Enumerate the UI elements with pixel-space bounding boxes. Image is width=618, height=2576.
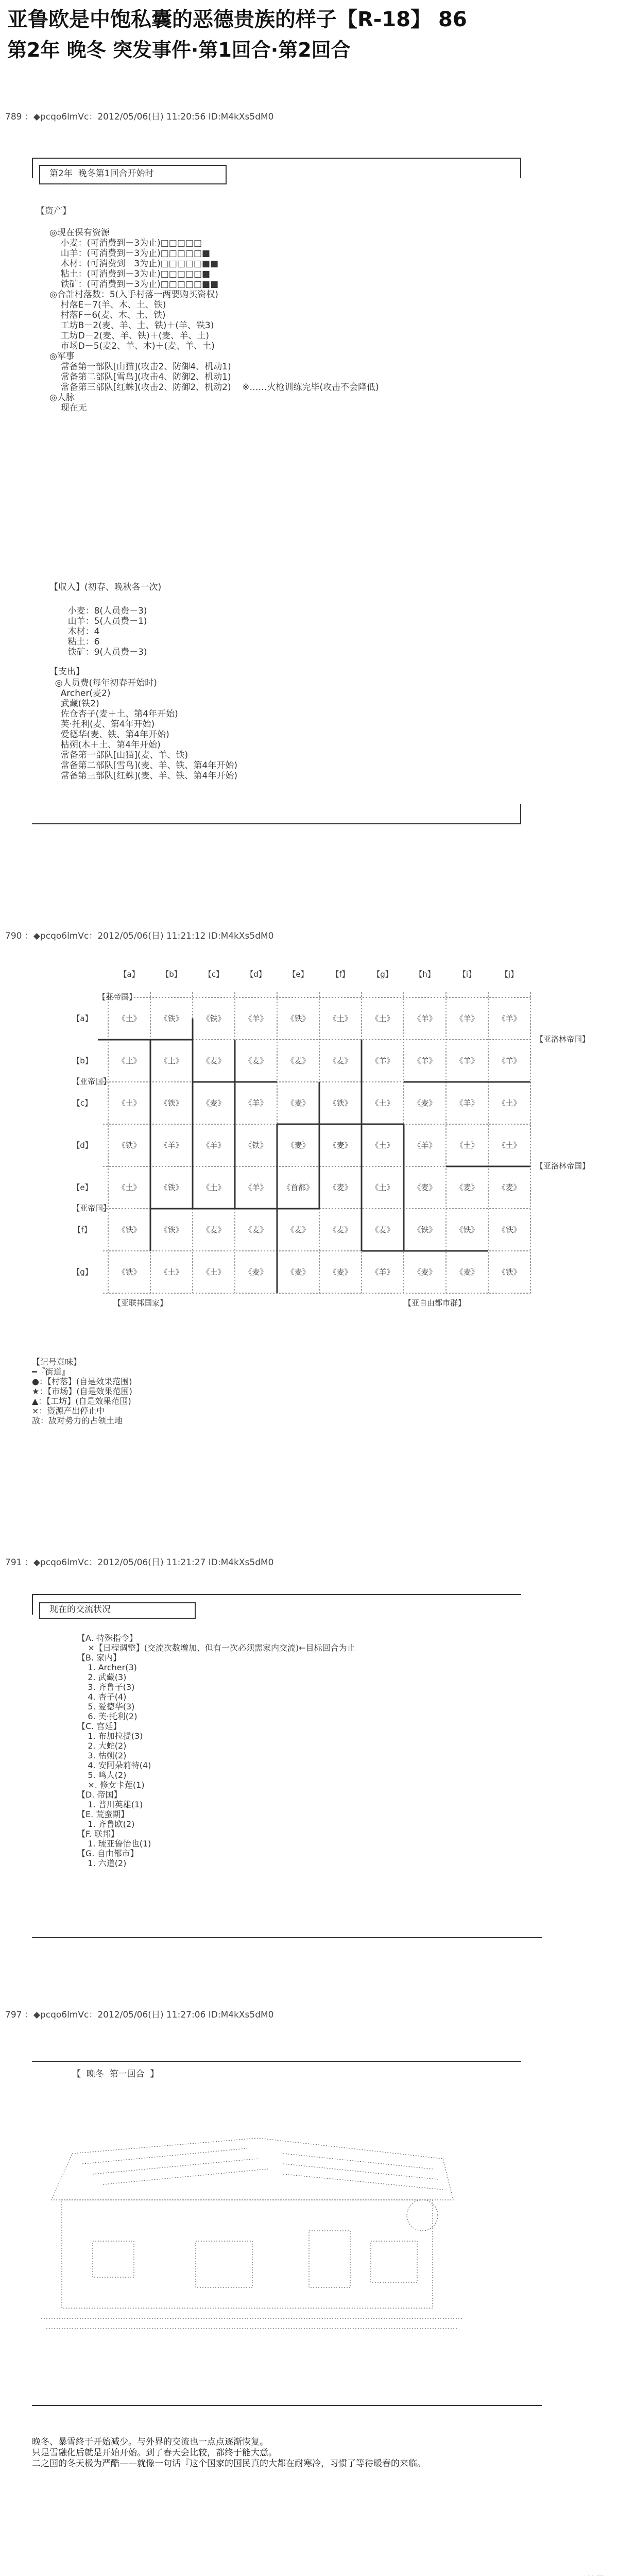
divider: [32, 1937, 542, 1938]
map-cell: 《麦》: [286, 1267, 310, 1277]
list-item: 山羊：(可消费到－3为止)□□□□□■: [49, 248, 211, 259]
list-item: 6. 芙·托利(2): [77, 1711, 138, 1721]
map-col-header: 【e】: [288, 970, 308, 979]
map-legend: [32, 1357, 132, 1426]
post-header: 789 ：◆pcqo6lmVc：2012/05/06(日) 11:20:56 ID:M4kXs5dM0: [5, 112, 274, 122]
map-cell: 《羊》: [244, 1183, 268, 1192]
ascii-art-house: [41, 2123, 464, 2339]
map-cell: 《麦》: [286, 1056, 310, 1065]
map-cell: 《羊》: [202, 1141, 226, 1150]
map-cell: 《麦》: [329, 1183, 352, 1192]
region-label: 【亚帝国】: [98, 992, 137, 1002]
legend-item: ━『街道』: [32, 1367, 70, 1377]
map-cell: 《麦》: [286, 1141, 310, 1150]
map-row-header: 【d】: [72, 1141, 93, 1150]
list-item: 芙·托利(麦、第4年开始): [49, 719, 155, 730]
map-cell: 《麦》: [329, 1141, 352, 1150]
list-item: 武藏(铁2): [49, 699, 99, 709]
list-item: 1. 普川英雄(1): [77, 1800, 143, 1809]
watermark: [582, 2574, 611, 2576]
legend-item: 【记号意味】: [32, 1357, 82, 1367]
resource-map: [67, 967, 590, 1337]
list-item: 【B. 家内】: [77, 1653, 122, 1663]
map-col-header: 【d】: [246, 970, 266, 979]
narration: [32, 2437, 426, 2469]
divider: [520, 158, 521, 178]
map-cell: 《麦》: [497, 1183, 521, 1192]
map-cell: 《麦》: [286, 1225, 310, 1234]
list-item: 工坊D－2(麦、羊、铁)＋(麦、羊、土): [49, 331, 210, 341]
map-cell: 《土》: [371, 1098, 394, 1108]
list-item: 铁矿：(可消费到－3为止)□□□□□■■: [49, 279, 219, 290]
map-row-header: 【e】: [72, 1183, 93, 1192]
map-cell: 《羊》: [160, 1141, 183, 1150]
map-col-header: 【c】: [203, 970, 224, 979]
region-label: 【亚联邦国家】: [113, 1298, 168, 1308]
map-cell: 《铁》: [117, 1141, 141, 1150]
map-cell: 《麦》: [244, 1225, 268, 1234]
divider: [32, 2061, 521, 2062]
map-cell: 《羊》: [371, 1267, 394, 1277]
list-item: 村落F－6(麦、木、土、铁): [49, 310, 166, 320]
list-item: 工坊B－2(麦、羊、土、铁)＋(羊、铁3): [49, 320, 214, 331]
list-item: 市场D－5(麦2、羊、木)＋(麦、羊、土): [49, 341, 215, 351]
list-item: 粘土：6: [57, 637, 100, 647]
map-row-header: 【a】: [72, 1014, 93, 1023]
map-cell: 《土》: [160, 1056, 183, 1065]
region-label: 【亚自由都市群】: [404, 1298, 466, 1308]
map-cell: 《麦》: [455, 1267, 479, 1277]
list-item: 【F. 联邦】: [77, 1829, 119, 1839]
map-col-header: 【g】: [372, 970, 393, 979]
map-col-header: 【b】: [161, 970, 182, 979]
map-cell: 《羊》: [244, 1014, 268, 1023]
list-item: 5. 爱德华(3): [77, 1702, 135, 1711]
map-cell: 《铁》: [160, 1014, 183, 1023]
map-col-header: 【f】: [331, 970, 350, 979]
map-col-header: 【j】: [500, 970, 519, 979]
map-cell: 《麦》: [202, 1098, 226, 1108]
legend-item: ×：资源产出停止中: [32, 1406, 105, 1416]
map-cell: 《土》: [117, 1098, 141, 1108]
post-header: 790 ：◆pcqo6lmVc：2012/05/06(日) 11:21:12 ID:M4kXs5dM0: [5, 931, 274, 941]
list-item: 4. 安阿朵莉特(4): [77, 1760, 151, 1770]
region-label: 【亚帝国】: [72, 1204, 111, 1213]
map-cell: 《铁》: [117, 1267, 141, 1277]
map-cell: 《土》: [202, 1183, 226, 1192]
map-cell: 《铁》: [160, 1183, 183, 1192]
divider: [32, 1594, 33, 1615]
expense-list: [49, 678, 237, 781]
map-cell: 《麦》: [455, 1183, 479, 1192]
list-item: 常备第三部队[红蛛](麦、羊、铁、第4年开始): [49, 771, 237, 781]
list-item: 枯朔(木＋土、第4年开始): [49, 740, 161, 750]
map-cell: 《麦》: [202, 1056, 226, 1065]
map-cell: 《铁》: [117, 1225, 141, 1234]
map-cell: 《铁》: [160, 1225, 183, 1234]
map-cell: 《麦》: [413, 1098, 437, 1108]
list-item: 3. 齐鲁子(3): [77, 1682, 135, 1692]
map-cell: 《土》: [117, 1056, 141, 1065]
map-cell: 《麦》: [371, 1225, 394, 1234]
post-header: 797 ：◆pcqo6lmVc：2012/05/06(日) 11:27:06 ID:M4kXs5dM0: [5, 2010, 274, 2020]
list-item: 小麦：(可消费到－3为止)□□□□□: [49, 238, 202, 248]
map-grid: [67, 967, 590, 1337]
map-cell: 《羊》: [497, 1014, 521, 1023]
map-cell: 《麦》: [286, 1098, 310, 1108]
map-row-header: 【c】: [72, 1098, 93, 1108]
map-cell: 《羊》: [413, 1014, 437, 1023]
map-row-header: 【f】: [73, 1225, 92, 1234]
map-cell: 《羊》: [413, 1141, 437, 1150]
list-item: 1. 布加拉提(3): [77, 1731, 143, 1741]
box-title: 第2年 晚冬第1回合开始时: [49, 168, 154, 179]
region-label: 【亚洛林帝国】: [536, 1161, 590, 1171]
map-col-header: 【a】: [119, 970, 140, 979]
list-item: 小麦：8(人员费－3): [57, 606, 147, 616]
map-cell: 《麦》: [413, 1267, 437, 1277]
list-item: 4. 杏子(4): [77, 1692, 127, 1702]
list-item: 常备第二部队[雪鸟](攻击4、防御2、机动1): [49, 372, 231, 382]
map-cell: 《土》: [160, 1267, 183, 1277]
list-item: 【C. 宫廷】: [77, 1721, 122, 1731]
map-cell: 《羊》: [455, 1098, 479, 1108]
list-item: 木材：(可消费到－3为止)□□□□□■■: [49, 259, 219, 269]
map-cell: 《麦》: [244, 1056, 268, 1065]
map-cell: 《羊》: [497, 1056, 521, 1065]
list-item: 粘土：(可消费到－3为止)□□□□□■: [49, 269, 211, 279]
map-cell: 《羊》: [455, 1056, 479, 1065]
box-title: 现在的交流状况: [49, 1604, 111, 1615]
map-cell: 《土》: [455, 1141, 479, 1150]
section-heading: 【资产】: [36, 206, 71, 216]
legend-item: ★：【市场】(自是效果范围): [32, 1386, 132, 1396]
map-cell: 《铁》: [329, 1098, 352, 1108]
list-item: 1. 齐鲁欧(2): [77, 1819, 135, 1829]
map-cell: 《麦》: [329, 1267, 352, 1277]
caption-line: 晚冬、暴雪終于开始减少。与外界的交流也一点点逐渐恢复。: [32, 2437, 268, 2447]
map-cell: 《土》: [497, 1098, 521, 1108]
map-cell: 《土》: [371, 1183, 394, 1192]
list-item: ×. 修女卡莲(1): [77, 1780, 145, 1790]
divider: [32, 158, 521, 159]
list-item: 【D. 帝国】: [77, 1790, 122, 1800]
region-label: 【亚帝国】: [72, 1077, 111, 1086]
list-item: 【G. 自由都市】: [77, 1849, 139, 1858]
list-item: 3. 枯朔(2): [77, 1751, 127, 1760]
list-item: ◎合計村落数：5(入手村落一两要购买资权): [49, 290, 218, 300]
map-cell: 《羊》: [371, 1056, 394, 1065]
list-item: 佐仓杏子(麦＋土、第4年开始): [49, 709, 178, 719]
map-cell: 《土》: [117, 1183, 141, 1192]
list-item: 山羊：5(人员费－1): [57, 616, 147, 626]
list-item: 【E. 荒蛮期】: [77, 1809, 129, 1819]
list-item: 2. 大蛇(2): [77, 1741, 127, 1751]
list-item: 常备第二部队[雪鸟](麦、羊、铁、第4年开始): [49, 760, 237, 771]
post-header: 791 ：◆pcqo6lmVc：2012/05/06(日) 11:21:27 ID:M4kXs5dM0: [5, 1557, 274, 1568]
list-item: 铁矿：9(人员费－3): [57, 647, 147, 657]
list-item: ◎军事: [49, 351, 75, 362]
list-item: 5. 鸣人(2): [77, 1770, 127, 1780]
map-cell: 《首都》: [282, 1183, 314, 1192]
income-list: [57, 606, 147, 657]
caption-line: 只是雪融化后就是开始开始。到了春天会比较，都终于能大意。: [32, 2448, 277, 2458]
list-item: 【A. 特殊指令】: [77, 1633, 138, 1643]
section-heading: 【収入】(初春、晚秋各一次): [49, 582, 162, 592]
map-cell: 《铁》: [244, 1141, 268, 1150]
map-cell: 《铁》: [202, 1014, 226, 1023]
map-cell: 《羊》: [455, 1014, 479, 1023]
section-heading: 【支出】: [49, 667, 84, 677]
list-item: 现在无: [49, 403, 87, 413]
list-item: ◎现在保有资源: [49, 228, 110, 238]
list-item: 常备第一部队[山猫](攻击2、防御4、机动1): [49, 362, 231, 372]
list-item: 2. 武藏(3): [77, 1672, 127, 1682]
list-item: 常备第三部队[红蛛](攻击2、防御2、机动2) ※……火枪训练完毕(攻击不会降低): [49, 382, 379, 393]
legend-item: ▲：【工坊】(自是效果范围): [32, 1396, 131, 1406]
map-cell: 《土》: [371, 1141, 394, 1150]
map-cell: 《麦》: [244, 1267, 268, 1277]
house-illustration: [41, 2123, 464, 2339]
region-label: 【亚洛林帝国】: [536, 1035, 590, 1044]
map-cell: 《铁》: [497, 1267, 521, 1277]
page-subtitle: 第2年 晚冬 突发事件·第1回合·第2回合: [7, 39, 351, 61]
legend-item: ●：【村落】(自是效果范围): [32, 1377, 132, 1386]
page-title: 亚鲁欧是中饱私囊的恶德贵族的样子【R-18】 86: [7, 8, 467, 31]
divider: [32, 2405, 542, 2406]
map-col-header: 【i】: [458, 970, 476, 979]
map-cell: 《土》: [117, 1014, 141, 1023]
list-item: ×【日程调整】(交流次数增加、但有一次必须需家内交流)←目标回合为止: [77, 1643, 355, 1653]
list-item: 1. 琉亚鲁怡也(1): [77, 1839, 151, 1849]
map-cell: 《麦》: [202, 1225, 226, 1234]
map-cell: 《铁》: [160, 1098, 183, 1108]
list-item: ◎人员费(每年初春开始时): [49, 678, 157, 688]
map-cell: 《麦》: [329, 1056, 352, 1065]
map-cell: 《铁》: [455, 1225, 479, 1234]
legend-item: 敌：敌对势力的占领土地: [32, 1416, 123, 1426]
list-item: 1. Archer(3): [77, 1663, 137, 1672]
list-item: ◎人脉: [49, 393, 75, 403]
assets-list: [49, 228, 379, 413]
list-item: 爱德华(麦、铁、第4年开始): [49, 730, 169, 740]
list-item: 常备第一部队[山猫](麦、羊、铁): [49, 750, 188, 760]
map-cell: 《麦》: [413, 1183, 437, 1192]
map-cell: 《羊》: [244, 1098, 268, 1108]
divider: [32, 158, 33, 178]
divider: [32, 1594, 521, 1595]
map-cell: 《土》: [497, 1141, 521, 1150]
exchange-list: [77, 1633, 355, 1868]
list-item: Archer(麦2): [49, 688, 111, 699]
list-item: 木材：4: [57, 626, 100, 637]
map-cell: 《铁》: [497, 1225, 521, 1234]
list-item: 村落E－7(羊、木、土、铁): [49, 300, 166, 310]
box-title: 【 晚冬 第一回合 】: [72, 2069, 159, 2079]
map-cell: 《土》: [371, 1014, 394, 1023]
map-cell: 《土》: [329, 1014, 352, 1023]
list-item: 1. 六道(2): [77, 1858, 127, 1868]
map-row-header: 【g】: [72, 1267, 93, 1277]
divider: [32, 823, 521, 824]
divider: [520, 804, 521, 824]
map-cell: 《羊》: [413, 1056, 437, 1065]
caption-line: 二之国的冬天极为严酷——就像一句话『这个国家的国民真的大都在耐寒冷，习惯了等待暖春的来临。: [32, 2459, 426, 2469]
map-col-header: 【h】: [415, 970, 435, 979]
map-cell: 《土》: [202, 1267, 226, 1277]
map-cell: 《铁》: [413, 1225, 437, 1234]
map-cell: 《铁》: [286, 1014, 310, 1023]
map-cell: 《麦》: [329, 1225, 352, 1234]
map-row-header: 【b】: [72, 1056, 93, 1065]
